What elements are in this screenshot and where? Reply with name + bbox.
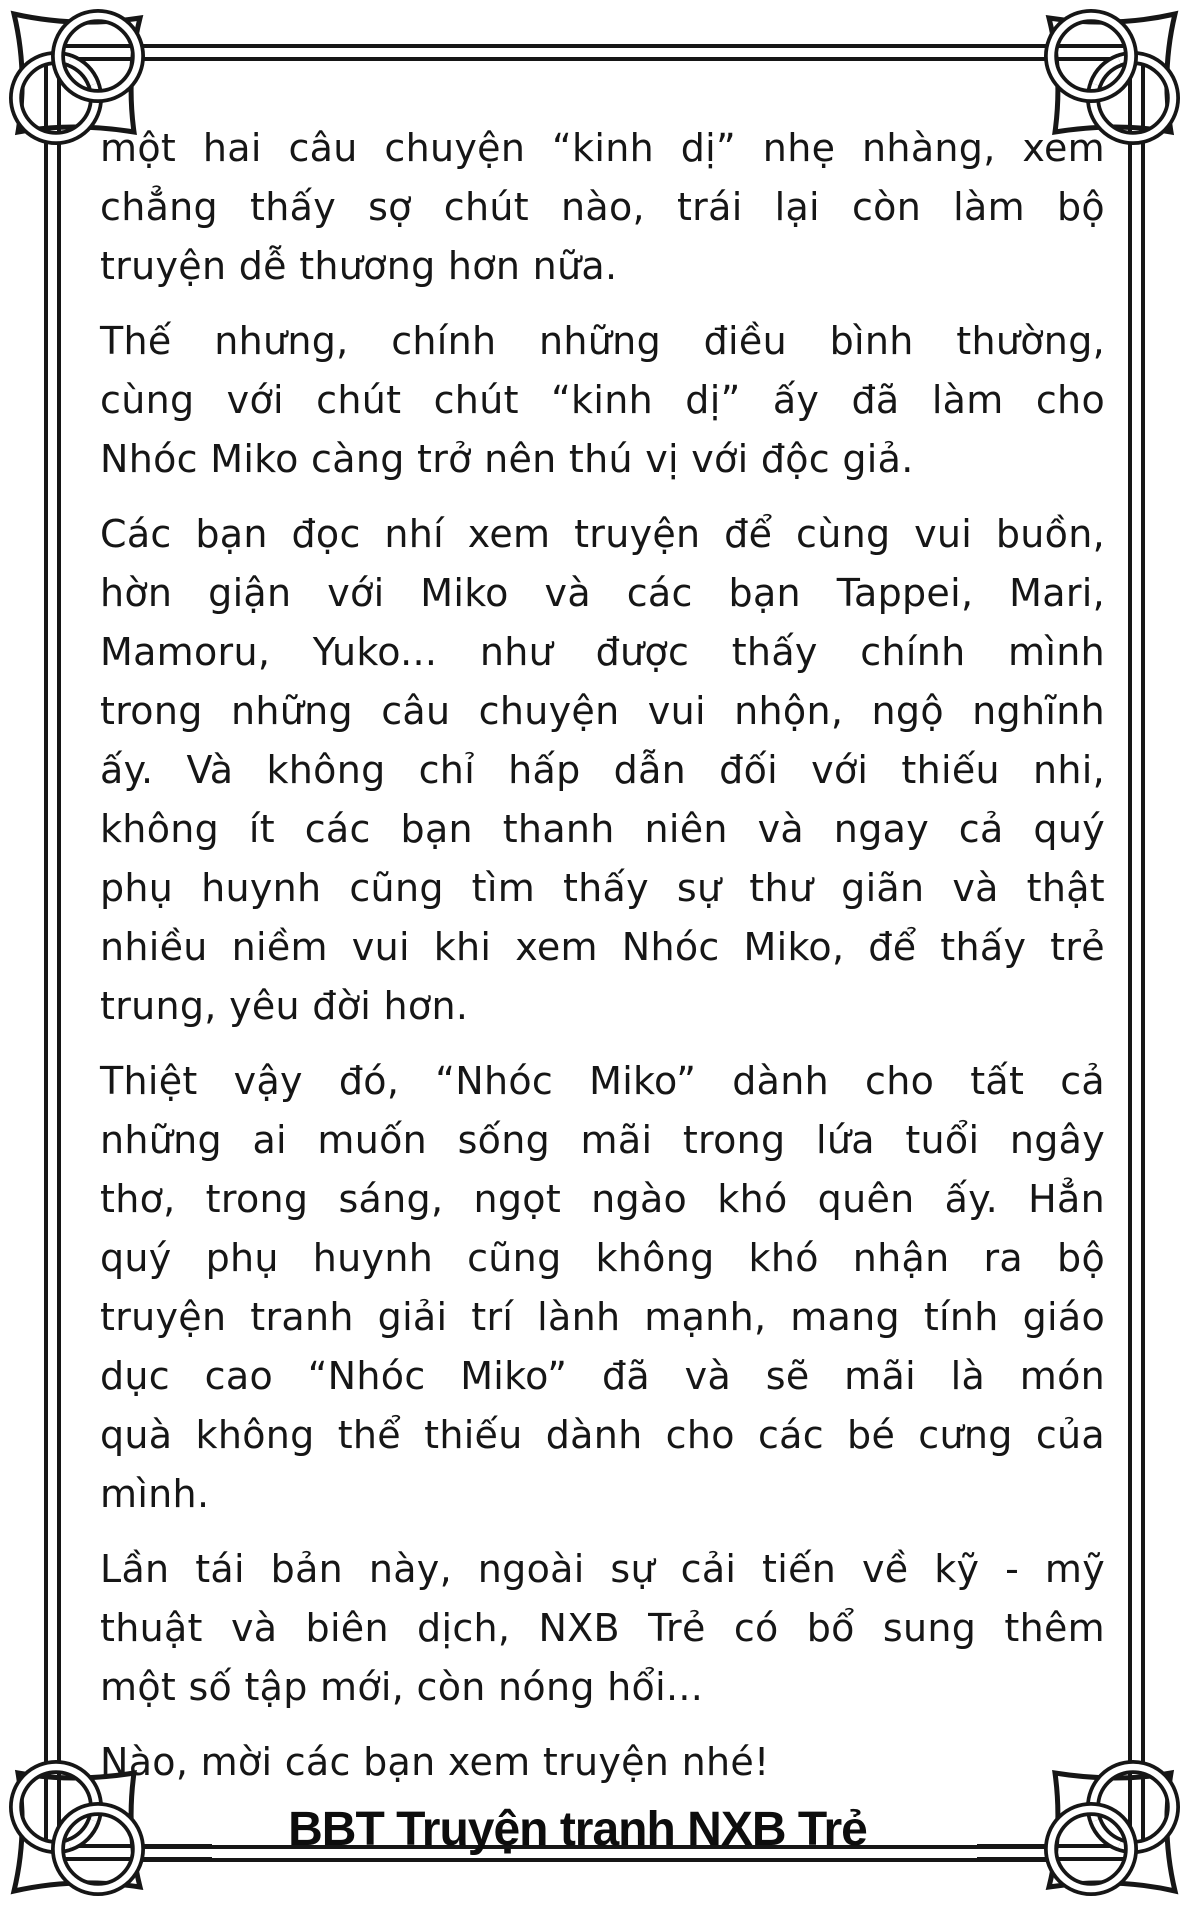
text-line: phụ huynh cũng tìm thấy sự thư giãn và thật	[100, 866, 1105, 910]
text-line: chẳng thấy sợ chút nào, trái lại còn làm bộ	[100, 185, 1105, 229]
text-line: truyện tranh giải trí lành mạnh, mang tính giáo	[100, 1295, 1105, 1339]
text-line: truyện dễ thương hơn nữa.	[100, 244, 618, 288]
text-line: Các bạn đọc nhí xem truyện để cùng vui buồn,	[100, 512, 1105, 556]
text-line: một hai câu chuyện “kinh dị” nhẹ nhàng, xem	[100, 126, 1105, 170]
text-line: quý phụ huynh cũng không khó nhận ra bộ	[100, 1236, 1105, 1280]
text-line: thơ, trong sáng, ngọt ngào khó quên ấy. Hẳn	[100, 1177, 1105, 1221]
text-line: trong những câu chuyện vui nhộn, ngộ nghĩnh	[100, 689, 1105, 733]
text-line: ấy. Và không chỉ hấp dẫn đối với thiếu nhi,	[100, 748, 1105, 792]
text-line: những ai muốn sống mãi trong lứa tuổi ngây	[100, 1118, 1105, 1162]
text-line: hờn giận với Miko và các bạn Tappei, Mari,	[100, 571, 1105, 615]
text-line: cùng với chút chút “kinh dị” ấy đã làm cho	[100, 378, 1105, 422]
paragraph	[100, 1733, 1105, 1792]
text-line: không ít các bạn thanh niên và ngay cả quý	[100, 807, 1105, 851]
text-line: trung, yêu đời hơn.	[100, 984, 469, 1028]
text-line: mình.	[100, 1472, 210, 1516]
paragraph	[100, 1052, 1105, 1524]
paragraph	[100, 119, 1105, 296]
editor-signature: BBT Truyện tranh NXB Trẻ	[288, 1803, 867, 1856]
paragraph	[100, 505, 1105, 1036]
text-line: Thiệt vậy đó, “Nhóc Miko” dành cho tất cả	[100, 1059, 1105, 1103]
intro-text	[100, 119, 1105, 1856]
paragraph	[100, 312, 1105, 489]
text-line: Nhóc Miko càng trở nên thú vị với độc giả.	[100, 437, 914, 481]
text-line: Thế nhưng, chính những điều bình thường,	[100, 319, 1105, 363]
text-line: quà không thể thiếu dành cho các bé cưng của	[100, 1413, 1105, 1457]
text-line: một số tập mới, còn nóng hổi...	[100, 1665, 704, 1709]
text-line: dục cao “Nhóc Miko” đã và sẽ mãi là món	[100, 1354, 1105, 1398]
text-line: thuật và biên dịch, NXB Trẻ có bổ sung thêm	[100, 1606, 1105, 1650]
text-line: nhiều niềm vui khi xem Nhóc Miko, để thấy trẻ	[100, 925, 1105, 969]
text-line: Nào, mời các bạn xem truyện nhé!	[100, 1740, 770, 1784]
paragraph	[100, 1540, 1105, 1717]
text-line: Lần tái bản này, ngoài sự cải tiến về kỹ - mỹ	[100, 1547, 1105, 1591]
text-line: Mamoru, Yuko... như được thấy chính mình	[100, 630, 1105, 674]
